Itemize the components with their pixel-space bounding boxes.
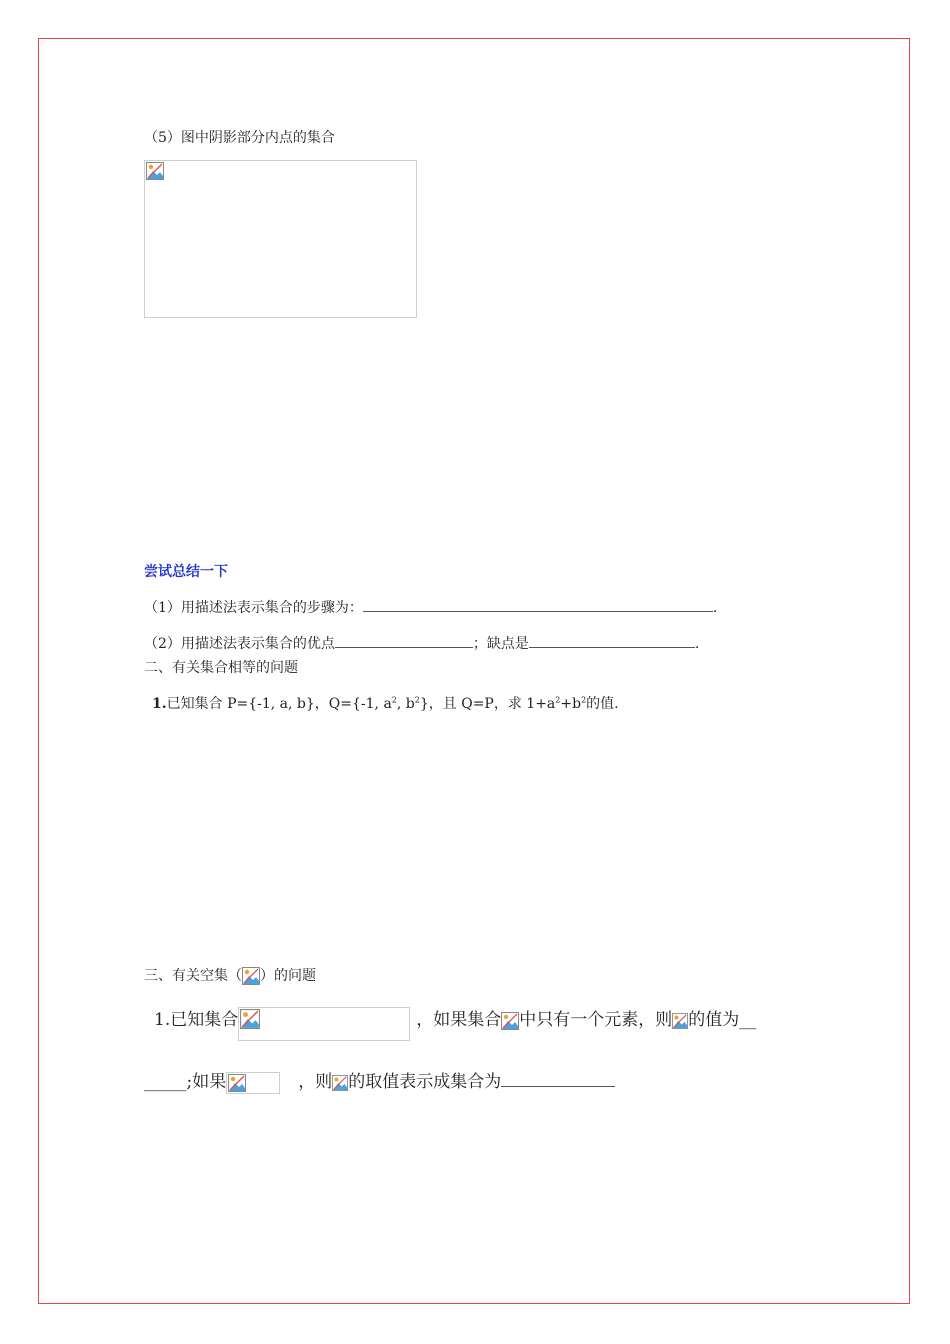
answer-blank[interactable]: [501, 1068, 615, 1087]
venn-diagram-image: [144, 160, 417, 318]
section3-problem-1-line-2: [144, 1068, 615, 1094]
summary-item-2: [144, 633, 699, 654]
problem-text: 已知集合 P={-1, a, b}，Q={-1, a: [166, 696, 392, 712]
problem-text: +b: [560, 696, 582, 712]
variable-a-icon: [672, 1013, 688, 1029]
q5-label: （5）图中阴影部分内点的集合: [144, 130, 335, 146]
problem-text: 中只有一个元素，则: [519, 1010, 673, 1030]
problem-text: 的值.: [586, 696, 619, 712]
superscript: 2: [414, 695, 420, 705]
superscript: 2: [581, 695, 587, 705]
summary-item-2-label: （2）用描述法表示集合的优点: [144, 636, 335, 652]
advantage-blank[interactable]: [335, 633, 473, 648]
problem-number: 1.: [152, 696, 167, 712]
section2-problem-1: [152, 694, 619, 714]
problem-text: 的取值表示成集合为: [348, 1072, 502, 1092]
summary-item-1: [144, 597, 717, 618]
section3-heading: [144, 966, 316, 986]
section3-problem-1-line-1: [154, 1008, 756, 1041]
summary-heading: 尝试总结一下: [144, 564, 228, 580]
problem-text: 的值为__: [688, 1010, 757, 1030]
disadvantage-label: ；缺点是: [472, 636, 529, 652]
problem-text: ，则: [298, 1072, 333, 1092]
problem-number: 1.: [154, 1010, 171, 1030]
heading-text: ）的问题: [260, 968, 316, 984]
set-a-symbol-icon: [501, 1012, 519, 1030]
problem-text: }，且 Q=P，求 1+a: [419, 696, 556, 712]
section2-heading: 二、有关集合相等的问题: [144, 660, 298, 676]
superscript: 2: [391, 695, 397, 705]
period: .: [694, 636, 700, 652]
problem-text: _____;如果: [144, 1072, 227, 1092]
variable-a-icon: [332, 1075, 348, 1091]
broken-image-icon: [146, 162, 164, 180]
problem-text: ，如果集合: [416, 1010, 502, 1030]
heading-text: 三、有关空集（: [144, 968, 242, 984]
period: .: [712, 600, 718, 616]
summary-item-1-label: （1）用描述法表示集合的步骤为：: [144, 600, 363, 616]
answer-blank[interactable]: [363, 597, 713, 612]
set-a-formula-icon: [238, 1007, 410, 1041]
condition-formula-icon: [226, 1072, 280, 1094]
empty-set-symbol-icon: [242, 967, 260, 985]
problem-text: , b: [396, 696, 415, 712]
superscript: 2: [555, 695, 561, 705]
disadvantage-blank[interactable]: [529, 633, 695, 648]
problem-text: 已知集合: [170, 1010, 239, 1030]
